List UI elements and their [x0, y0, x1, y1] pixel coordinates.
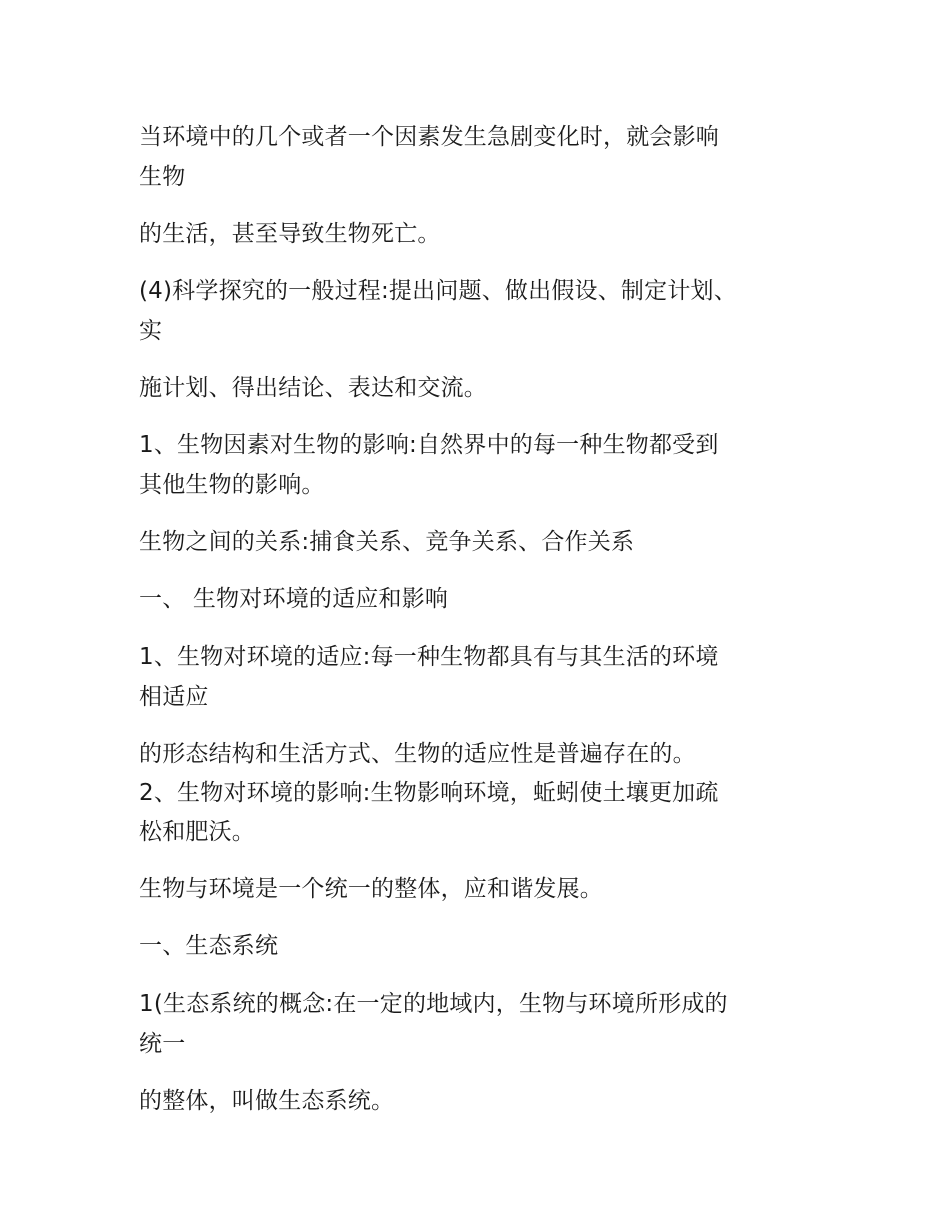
text-line: 的整体，叫做生态系统。: [139, 1088, 395, 1114]
text-line: 其他生物的影响。: [139, 472, 325, 498]
text-line: 的生活，甚至导致生物死亡。: [139, 221, 441, 247]
text-line: 实: [139, 318, 163, 344]
section-heading: 一、生态系统: [139, 933, 279, 959]
text-line: 相适应: [139, 684, 209, 710]
text-line: 1(生态系统的概念:在一定的地域内，生物与环境所形成的: [139, 991, 728, 1017]
text-line: 施计划、得出结论、表达和交流。: [139, 375, 487, 401]
text-line: 1、生物对环境的适应:每一种生物都具有与其生活的环境: [139, 644, 719, 670]
text-line: 1、生物因素对生物的影响:自然界中的每一种生物都受到: [139, 432, 719, 458]
text-line: 生物之间的关系:捕食关系、竞争关系、合作关系: [139, 529, 635, 555]
text-line: 的形态结构和生活方式、生物的适应性是普遍存在的。: [139, 741, 696, 767]
text-line: 当环境中的几个或者一个因素发生急剧变化时，就会影响: [139, 124, 719, 150]
text-line: 统一: [139, 1031, 186, 1057]
text-line: 2、生物对环境的影响:生物影响环境，蚯蚓使土壤更加疏: [139, 780, 719, 806]
text-line: (4)科学探究的一般过程:提出问题、做出假设、制定计划、: [139, 278, 737, 304]
text-line: 生物与环境是一个统一的整体，应和谐发展。: [139, 876, 603, 902]
text-line: 生物: [139, 164, 186, 190]
section-heading: 一、 生物对环境的适应和影响: [139, 586, 449, 612]
text-line: 松和肥沃。: [139, 819, 255, 845]
